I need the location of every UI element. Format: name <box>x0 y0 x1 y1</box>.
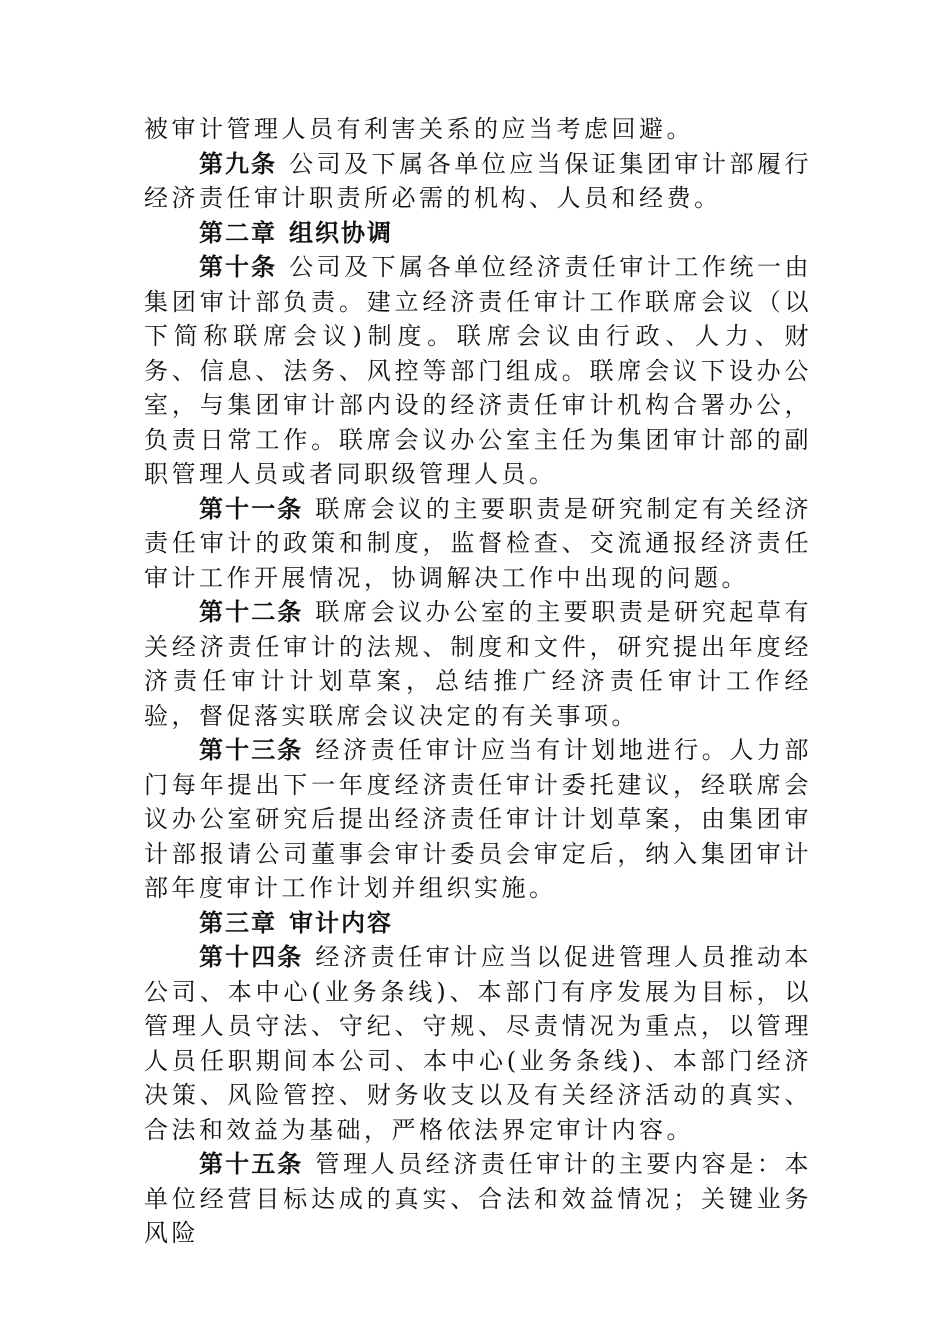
article-text: 经济责任审计应当有计划地进行。人力部门每年提出下一年度经济责任审计委托建议，经联席会议办公室研究后提出经济责任审计计划草案，由集团审计部报请公司董事会审计委员会审定后，纳入集团审计部年度审计工作计划并组织实施。 <box>144 736 813 902</box>
article-text: 经济责任审计应当以促进管理人员推动本公司、本中心(业务条线)、本部门有序发展为目标，以管理人员守法、守纪、守规、尽责情况为重点，以管理人员任职期间本公司、本中心(业务条线)、本部门经济决策、风险管控、财务收支以及有关经济活动的真实、合法和效益为基础，严格依法界定审计内容。 <box>144 943 813 1144</box>
article-text: 联席会议的主要职责是研究制定有关经济责任审计的政策和制度，监督检查、交流通报经济责任审计工作开展情况，协调解决工作中出现的问题。 <box>144 494 813 592</box>
chapter-number: 第三章 <box>199 908 277 937</box>
chapter-heading-3 <box>144 906 812 941</box>
article-9 <box>144 147 812 216</box>
article-text: 管理人员经济责任审计的主要内容是：本单位经营目标达成的真实、合法和效益情况；关键业务风险 <box>144 1150 813 1247</box>
article-label: 第十四条 <box>199 943 304 971</box>
article-12 <box>144 595 812 733</box>
article-label: 第九条 <box>199 149 278 178</box>
chapter-heading-2 <box>144 216 812 251</box>
chapter-title: 审计内容 <box>289 908 393 937</box>
article-11 <box>144 492 812 596</box>
article-15 <box>144 1147 812 1251</box>
article-text: 公司及下属各单位应当保证集团审计部履行经济责任审计职责所必需的机构、人员和经费。 <box>144 149 813 212</box>
article-text: 联席会议办公室的主要职责是研究起草有关经济责任审计的法规、制度和文件，研究提出年度经济责任审计计划草案，总结推广经济责任审计工作经验，督促落实联席会议决定的有关事项。 <box>144 598 813 730</box>
article-text: 公司及下属各单位经济责任审计工作统一由集团审计部负责。建立经济责任审计工作联席会议（以下简称联席会议)制度。联席会议由行政、人力、财务、信息、法务、风控等部门组成。联席会议下设办公室，与集团审计部内设的经济责任审计机构合署办公，负责日常工作。联席会议办公室主任为集团审计部的副职管理人员或者同职级管理人员。 <box>144 253 813 488</box>
article-label: 第十五条 <box>199 1150 304 1178</box>
article-13 <box>144 733 812 906</box>
article-10 <box>144 250 812 492</box>
article-label: 第十条 <box>199 253 278 281</box>
article-14 <box>144 940 812 1147</box>
document-page <box>144 112 812 1251</box>
chapter-title: 组织协调 <box>289 218 393 247</box>
chapter-number: 第二章 <box>199 218 277 247</box>
paragraph-continuation: 被审计管理人员有利害关系的应当考虑回避。 <box>144 115 694 143</box>
article-label: 第十三条 <box>199 736 304 764</box>
article-label: 第十一条 <box>199 494 304 523</box>
article-label: 第十二条 <box>199 598 304 626</box>
